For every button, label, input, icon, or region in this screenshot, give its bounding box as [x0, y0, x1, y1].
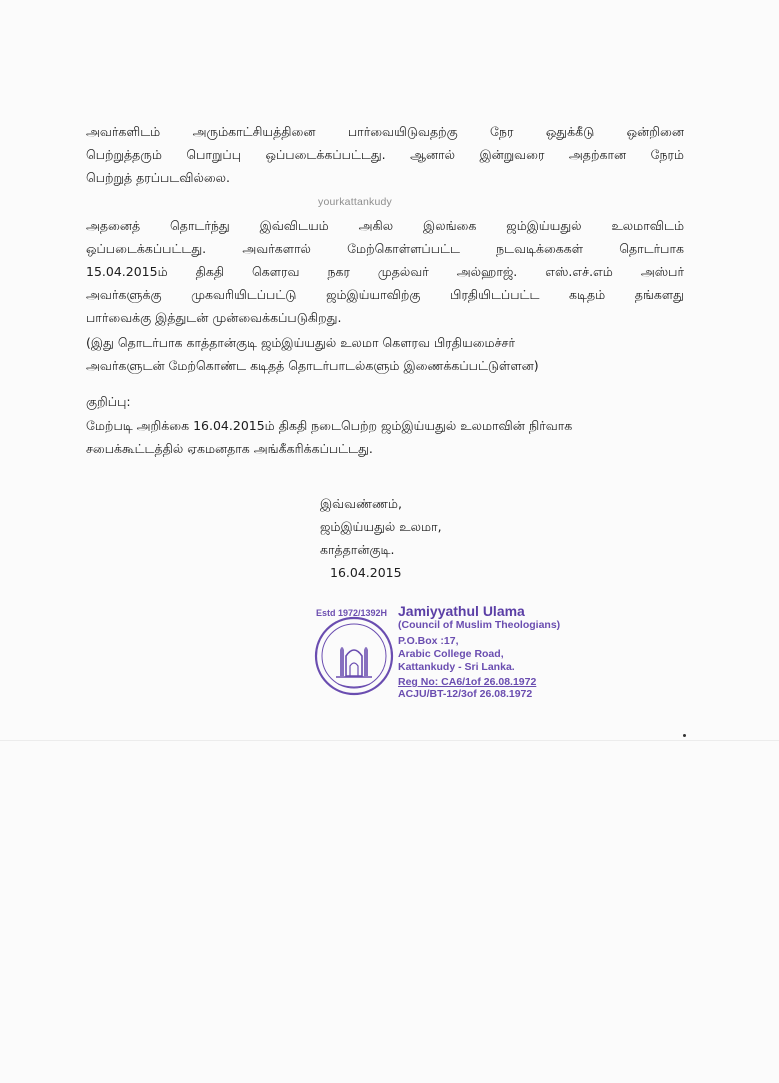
paragraph-line: ஒப்படைக்கப்பட்டது. அவர்களால் மேற்கொள்ளப்பட்ட நடவடிக்கைகள் தொடர்பாக	[86, 241, 684, 256]
signoff-line: காத்தான்குடி.	[320, 542, 395, 557]
stamp-line: Kattankudy - Sri Lanka.	[398, 661, 515, 673]
paragraph-museum-visit	[86, 120, 684, 189]
paragraph-line: அவர்களுக்கு முகவரியிடப்பட்டு ஜம்இய்யாவிற்கு பிரதியிடப்பட்ட கடிதம் தங்களது	[86, 287, 684, 302]
stamp-organization: Jamiyyathul Ulama	[398, 603, 525, 619]
paragraph-line: அதனைத் தொடர்ந்து இவ்விடயம் அகில இலங்கை ஜம்இய்யதுல் உலமாவிடம்	[86, 218, 684, 233]
paragraph-line: பார்வைக்கு இத்துடன் முன்வைக்கப்படுகிறது.	[86, 310, 342, 325]
paragraph-line: மேற்படி அறிக்கை 16.04.2015ம் திகதி நடைபெற்ற ஜம்இய்யதுல் உலமாவின் நிர்வாக	[86, 418, 573, 433]
signoff-block	[320, 492, 520, 584]
paragraph-line: அவர்களுடன் மேற்கொண்ட கடிதத் தொடர்பாடல்களும் இணைக்கப்பட்டுள்ளன)	[86, 358, 539, 373]
stamp-line: Arabic College Road,	[398, 648, 504, 660]
stamp-line: ACJU/BT-12/3of 26.08.1972	[398, 688, 533, 700]
stamp-line: Reg No: CA6/1of 26.08.1972	[398, 676, 537, 688]
paragraph-line: (இது தொடர்பாக காத்தான்குடி ஜம்இய்யதுல் உலமா கௌரவ பிரதியமைச்சர்	[86, 335, 515, 350]
paragraph-forwarded	[86, 214, 684, 329]
paragraph-line: சபைக்கூட்டத்தில் ஏகமனதாக அங்கீகரிக்கப்பட்டது.	[86, 441, 373, 456]
stamp-line: P.O.Box :17,	[398, 635, 459, 647]
paragraph-note	[86, 414, 684, 460]
paragraph-attachments	[86, 331, 684, 377]
stamp-established: Estd 1972/1392H	[316, 608, 388, 618]
signoff-date: 16.04.2015	[330, 565, 402, 580]
seal-icon	[310, 610, 398, 698]
official-stamp	[310, 604, 580, 704]
ink-dot	[683, 734, 686, 737]
paragraph-line: பெற்றுத் தரப்படவில்லை.	[86, 170, 231, 185]
stamp-line: (Council of Muslim Theologians)	[398, 619, 561, 631]
signoff-line: ஜம்இய்யதுல் உலமா,	[320, 519, 442, 534]
note-heading: குறிப்பு:	[86, 394, 131, 409]
paragraph-line: 15.04.2015ம் திகதி கௌரவ நகர முதல்வர் அல்ஹாஜ். எஸ்.எச்.எம் அஸ்பர்	[86, 264, 684, 279]
paragraph-line: அவர்களிடம் அரும்காட்சியத்தினை பார்வையிடுவதற்கு நேர ஒதுக்கீடு ஒன்றினை	[86, 124, 684, 139]
signoff-line: இவ்வண்ணம்,	[320, 496, 402, 511]
page-fold-line	[0, 740, 779, 741]
watermark-text: yourkattankudy	[318, 196, 393, 208]
paragraph-line: பெற்றுத்தரும் பொறுப்பு ஒப்படைக்கப்பட்டது. ஆனால் இன்றுவரை அதற்கான நேரம்	[86, 147, 684, 162]
